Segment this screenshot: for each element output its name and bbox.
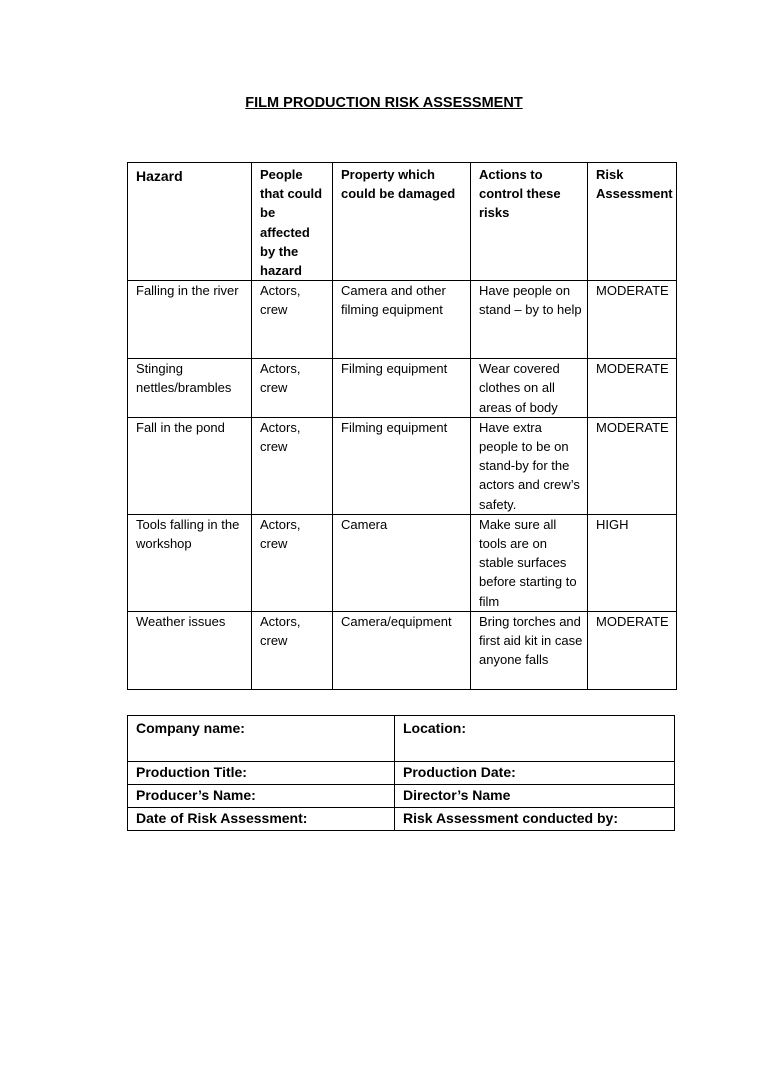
cell-risk: MODERATE	[588, 281, 677, 359]
info-row	[128, 716, 675, 762]
cell-hazard: Falling in the river	[128, 281, 252, 359]
header-actions: Actions to control these risks	[471, 163, 588, 281]
cell-risk: MODERATE	[588, 417, 677, 514]
table-row	[128, 417, 677, 514]
cell-people: Actors, crew	[252, 359, 333, 418]
director-name-label: Director’s Name	[395, 785, 675, 808]
cell-hazard: Stinging nettles/brambles	[128, 359, 252, 418]
table-header-row	[128, 163, 677, 281]
info-row	[128, 785, 675, 808]
table-row	[128, 611, 677, 689]
cell-property: Camera and other filming equipment	[333, 281, 471, 359]
cell-actions: Have people on stand – by to help	[471, 281, 588, 359]
company-name-label: Company name:	[128, 716, 395, 762]
header-risk: Risk Assessment	[588, 163, 677, 281]
header-hazard: Hazard	[128, 163, 252, 281]
info-row	[128, 762, 675, 785]
table-row	[128, 514, 677, 611]
production-date-label: Production Date:	[395, 762, 675, 785]
cell-property: Camera/equipment	[333, 611, 471, 689]
production-info-table	[127, 715, 675, 831]
info-row	[128, 808, 675, 831]
cell-hazard: Weather issues	[128, 611, 252, 689]
cell-people: Actors, crew	[252, 611, 333, 689]
table-row	[128, 281, 677, 359]
document-title: FILM PRODUCTION RISK ASSESSMENT	[245, 95, 523, 111]
cell-people: Actors, crew	[252, 281, 333, 359]
header-people: People that could be affected by the hazard	[252, 163, 333, 281]
cell-people: Actors, crew	[252, 417, 333, 514]
cell-property: Filming equipment	[333, 417, 471, 514]
cell-hazard: Fall in the pond	[128, 417, 252, 514]
cell-property: Camera	[333, 514, 471, 611]
cell-actions: Wear covered clothes on all areas of body	[471, 359, 588, 418]
production-title-label: Production Title:	[128, 762, 395, 785]
cell-actions: Make sure all tools are on stable surfaces before starting to film	[471, 514, 588, 611]
location-label: Location:	[395, 716, 675, 762]
cell-risk: HIGH	[588, 514, 677, 611]
risk-assessment-table	[127, 162, 677, 690]
header-property: Property which could be damaged	[333, 163, 471, 281]
cell-actions: Bring torches and first aid kit in case anyone falls	[471, 611, 588, 689]
assessment-date-label: Date of Risk Assessment:	[128, 808, 395, 831]
cell-people: Actors, crew	[252, 514, 333, 611]
cell-risk: MODERATE	[588, 611, 677, 689]
producer-name-label: Producer’s Name:	[128, 785, 395, 808]
cell-hazard: Tools falling in the workshop	[128, 514, 252, 611]
conducted-by-label: Risk Assessment conducted by:	[395, 808, 675, 831]
table-row	[128, 359, 677, 418]
cell-property: Filming equipment	[333, 359, 471, 418]
cell-actions: Have extra people to be on stand-by for the actors and crew’s safety.	[471, 417, 588, 514]
cell-risk: MODERATE	[588, 359, 677, 418]
